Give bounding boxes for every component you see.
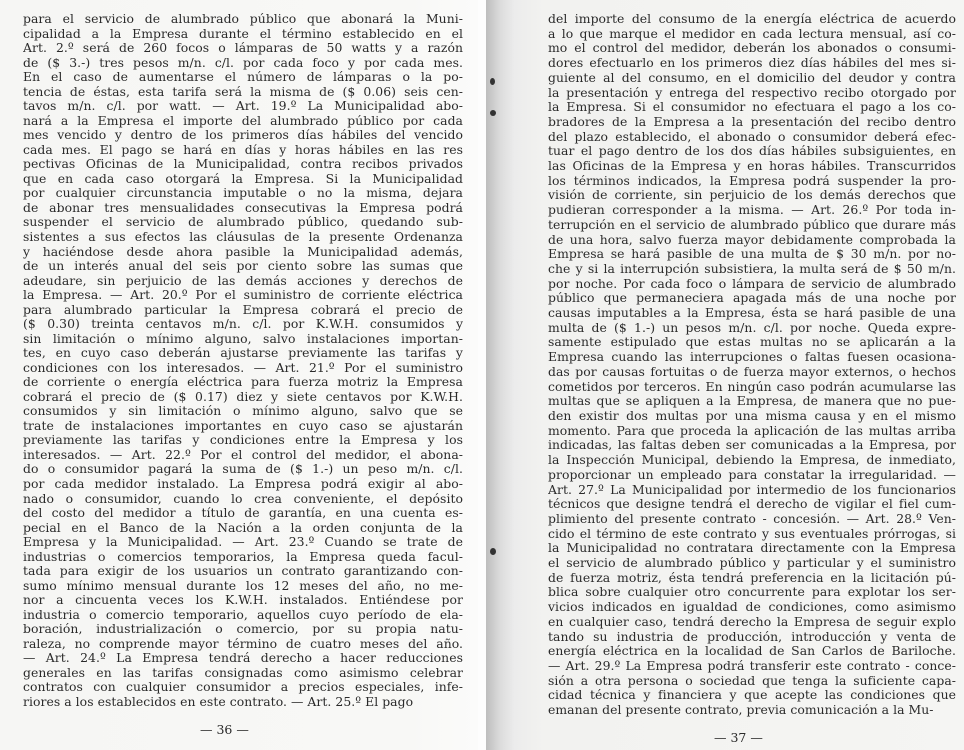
text-line: sin limitación o mínimo alguno, salvo instalaciones importan- <box>23 331 463 346</box>
text-line: técnicos que designe tendrá el derecho de vigilar el fiel cum- <box>548 497 956 512</box>
text-line: Art. 2.º será de 260 focos o lámparas de 50 watts y a razón <box>23 41 463 56</box>
text-line: y haciéndose desde ahora pasible la Municipalidad además, <box>23 244 463 259</box>
text-line: la Empresa. Si el consumidor no efectuara el pago a los co- <box>548 100 956 115</box>
text-line: dores efectuarlo en los primeros diez días hábiles del mes si- <box>548 56 956 71</box>
text-line: adeudare, sin perjuicio de las demás acciones y derechos de <box>23 273 463 288</box>
text-line: pectivas Oficinas de la Municipalidad, contra recibos privados <box>23 157 463 172</box>
text-line: samente estipulado que estas multas no se aplicarán a la <box>548 335 956 350</box>
page-number: — 36 — <box>200 722 249 737</box>
text-line: mes vencido y dentro de los primeros días hábiles del vencido <box>23 128 463 143</box>
text-line: generales en las tarifas consignadas como asimismo celebrar <box>23 665 463 680</box>
book-spine <box>478 0 486 750</box>
text-line: cada mes. El pago se hará en días y horas hábiles en las res <box>23 142 463 157</box>
staple-mark <box>490 110 496 116</box>
text-line: para alumbrado particular la Empresa cobrará el precio de <box>23 302 463 317</box>
text-line: energía eléctrica en la localidad de San Carlos de Bariloche. <box>548 644 956 659</box>
text-line: tada para exigir de los usuarios un contrato garantizando con- <box>23 564 463 579</box>
text-line: del plazo establecido, el abonado o consumidor deberá efec- <box>548 129 956 144</box>
text-line: che y si la interrupción subsistiera, la multa será de $ 50 m/n. <box>548 261 956 276</box>
text-line: das por causas fortuitas o de fuerza mayor externos, o hechos <box>548 364 956 379</box>
left-page <box>0 0 478 750</box>
text-line: del importe del consumo de la energía eléctrica de acuerdo <box>548 12 956 26</box>
text-line: a lo que marque el medidor en cada lectura mensual, así co- <box>548 26 956 41</box>
text-line: los términos indicados, la Empresa podrá suspender la pro- <box>548 173 956 188</box>
text-line: tavos m/n. c/l. por watt. — Art. 19.º La Municipalidad abo- <box>23 99 463 114</box>
text-line: — Art. 29.º La Empresa podrá transferir este contrato - conce- <box>548 658 956 673</box>
text-line: interesados. — Art. 22.º Por el control del medidor, el abona- <box>23 447 463 462</box>
text-line: las Oficinas de la Empresa y en horas hábiles. Transcurridos <box>548 159 956 174</box>
text-line: por noche. Por cada foco o lámpara de servicio de alumbrado <box>548 276 956 291</box>
text-line: la presentación y entrega del respectivo recibo otorgado por <box>548 85 956 100</box>
text-line: que en cada caso otorgará la Empresa. Si la Municipalidad <box>23 171 463 186</box>
text-line: tando su industria de producción, introducción y venta de <box>548 629 956 644</box>
text-line: guiente al del consumo, en el domicilio del deudor y contra <box>548 70 956 85</box>
left-page-text <box>23 12 463 710</box>
text-line: emanan del presente contrato, previa comunicación a la Mu- <box>548 703 934 718</box>
right-page <box>486 0 964 750</box>
text-line: En el caso de aumentarse el número de lámparas o la po- <box>23 70 463 85</box>
text-line: Empresa cuando las interrupciones o faltas fuesen ocasiona- <box>548 350 956 365</box>
text-line: Art. 27.º La Municipalidad por intermedio de los funcionarios <box>548 482 956 497</box>
text-line: blica sobre cualquier otro concurrente para explotar los ser- <box>548 585 956 600</box>
text-line: cidad técnica y financiera y que acepte las condiciones que <box>548 688 956 703</box>
text-line: de corriente o energía eléctrica para fuerza motriz la Empresa <box>23 375 463 390</box>
text-line: cido el término de este contrato y sus eventuales prórrogas, si <box>548 526 956 541</box>
text-line: Empresa y la Municipalidad. — Art. 23.º Cuando se trate de <box>23 535 463 550</box>
text-line: pecial en el Banco de la Nación a la orden conjunta de la <box>23 520 463 535</box>
text-line: vicios indicados en igualdad de condiciones, como asimismo <box>548 600 956 615</box>
staple-mark <box>490 548 496 555</box>
text-line: suspender el servicio de alumbrado público, quedando sub- <box>23 215 463 230</box>
text-line: riores a los establecidos en este contrato. — Art. 25.º El pago <box>23 694 414 709</box>
text-line: industria o comercio temporario, aquellos cuyo período de ela- <box>23 607 463 622</box>
text-line: público que permaneciera apagada más de una noche por <box>548 291 956 306</box>
text-line: tencia de éstas, esta tarifa será la misma de ($ 0.06) seis cen- <box>23 84 463 99</box>
text-line: de fuerza motriz, ésta tendrá preferencia en la licitación pú- <box>548 570 956 585</box>
text-line: den existir dos multas por una misma causa y en el mismo <box>548 408 956 423</box>
text-line: por cada medidor instalado. La Empresa podrá exigir al abo- <box>23 477 463 491</box>
staple-mark <box>490 78 495 85</box>
text-line: nor a cincuenta veces los K.W.H. instalados. Entiéndese por <box>23 593 463 608</box>
text-line: sumo mínimo mensual durante los 12 meses del año, no me- <box>23 578 463 593</box>
text-line: del costo del medidor a título de garantía, en una cuenta es- <box>23 506 463 521</box>
text-line: plimiento del presente contrato - concesión. — Art. 28.º Ven- <box>548 511 956 526</box>
text-line: — Art. 24.º La Empresa tendrá derecho a hacer reducciones <box>23 651 463 666</box>
text-line: ($ 0.30) treinta centavos m/n. c/l. por K.W.H. consumidos y <box>23 317 463 332</box>
page-number: — 37 — <box>714 730 763 745</box>
text-line: tes, en cuyo caso deberán ajustarse previamente las tarifas y <box>23 346 463 361</box>
text-line: contratos con cualquier consumidor a precios especiales, infe- <box>23 680 463 695</box>
text-line: de una hora, salvo fuerza mayor debidamente comprobada la <box>548 232 956 247</box>
text-line: para el servicio de alumbrado público que abonará la Muni- <box>23 12 463 26</box>
text-line: de abonar tres mensualidades consecutivas la Empresa podrá <box>23 200 463 215</box>
text-line: nado o consumidor, cuando lo crea conveniente, el depósito <box>23 491 463 506</box>
text-line: la Municipalidad no contratara directamente con la Empresa <box>548 541 956 556</box>
text-line: bradores de la Empresa a la presentación del recibo dentro <box>548 114 956 129</box>
text-line: de ($ 3.-) tres pesos m/n. c/l. por cada foco y por cada mes. <box>23 55 463 70</box>
text-line: la Inspección Municipal, debiendo la Empresa, de inmediato, <box>548 453 956 468</box>
text-line: el servicio de alumbrado público y particular y el suministro <box>548 556 956 571</box>
text-line: tuar el pago dentro de los dos días hábiles subsiguientes, en <box>548 144 956 159</box>
text-line: industrias o comercios temporarios, la Empresa queda facul- <box>23 549 463 564</box>
text-line: de un interés anual del seis por ciento sobre las sumas que <box>23 259 463 274</box>
text-line: visión de corriente, sin perjuicio de los demás derechos que <box>548 188 956 203</box>
text-line: condiciones con los interesados. — Art. 21.º Por el suministro <box>23 360 463 375</box>
text-line: pudieran corresponder a la misma. — Art. 26.º Por toda in- <box>548 203 956 218</box>
text-line: la Empresa. — Art. 20.º Por el suministro de corriente eléctrica <box>23 288 463 303</box>
text-line: trate de instalaciones importantes en cuyo caso se ajustarán <box>23 418 463 433</box>
text-line: cipalidad a la Empresa durante el término establecido en el <box>23 26 463 41</box>
text-line: indicadas, las faltas deben ser comunicadas a la Empresa, por <box>548 438 956 453</box>
text-line: causas imputables a la Empresa, ésta se hará pasible de una <box>548 306 956 321</box>
text-line: por cualquier circunstancia imputable o no la misma, dejara <box>23 186 463 201</box>
text-line: Empresa se hará pasible de una multa de $ 30 m/n. por no- <box>548 247 956 262</box>
text-line: previamente las tarifas y condiciones entre la Empresa y los <box>23 433 463 448</box>
right-page-text <box>548 12 956 718</box>
text-line: momento. Para que proceda la aplicación de las multas arriba <box>548 423 956 438</box>
text-line: raleza, no comprende mayor término de cuatro meses del año. <box>23 636 463 651</box>
text-line: cometidos por terceros. En ningún caso podrán acumularse las <box>548 379 956 394</box>
text-line: mo el control del medidor, deberán los abonados o consumi- <box>548 41 956 56</box>
text-line: multas que se apliquen a la Empresa, de manera que no pue- <box>548 394 956 409</box>
text-line: do o consumidor pagará la suma de ($ 1.-) un peso m/n. c/l. <box>23 462 463 477</box>
text-line: consumidos y sin limitación o mínimo alguno, salvo que se <box>23 404 463 419</box>
text-line: sión a otra persona o sociedad que tenga la suficiente capa- <box>548 673 956 688</box>
text-line: terrupción en el servicio de alumbrado público que durare más <box>548 217 956 232</box>
text-line: cobrará el precio de ($ 0.17) diez y siete centavos por K.W.H. <box>23 389 463 404</box>
text-line: boración, industrialización o comercio, por su propia natu- <box>23 622 463 637</box>
text-line: en cualquier caso, tendrá derecho la Empresa de seguir explo <box>548 614 956 629</box>
text-line: multa de ($ 1.-) un pesos m/n. c/l. por noche. Queda expre- <box>548 320 956 335</box>
text-line: proporcionar un empleado para constatar la irregularidad. — <box>548 467 956 482</box>
text-line: nará a la Empresa el importe del alumbrado público por cada <box>23 113 463 128</box>
text-line: sistentes a sus efectos las cláusulas de la presente Ordenanza <box>23 229 463 244</box>
